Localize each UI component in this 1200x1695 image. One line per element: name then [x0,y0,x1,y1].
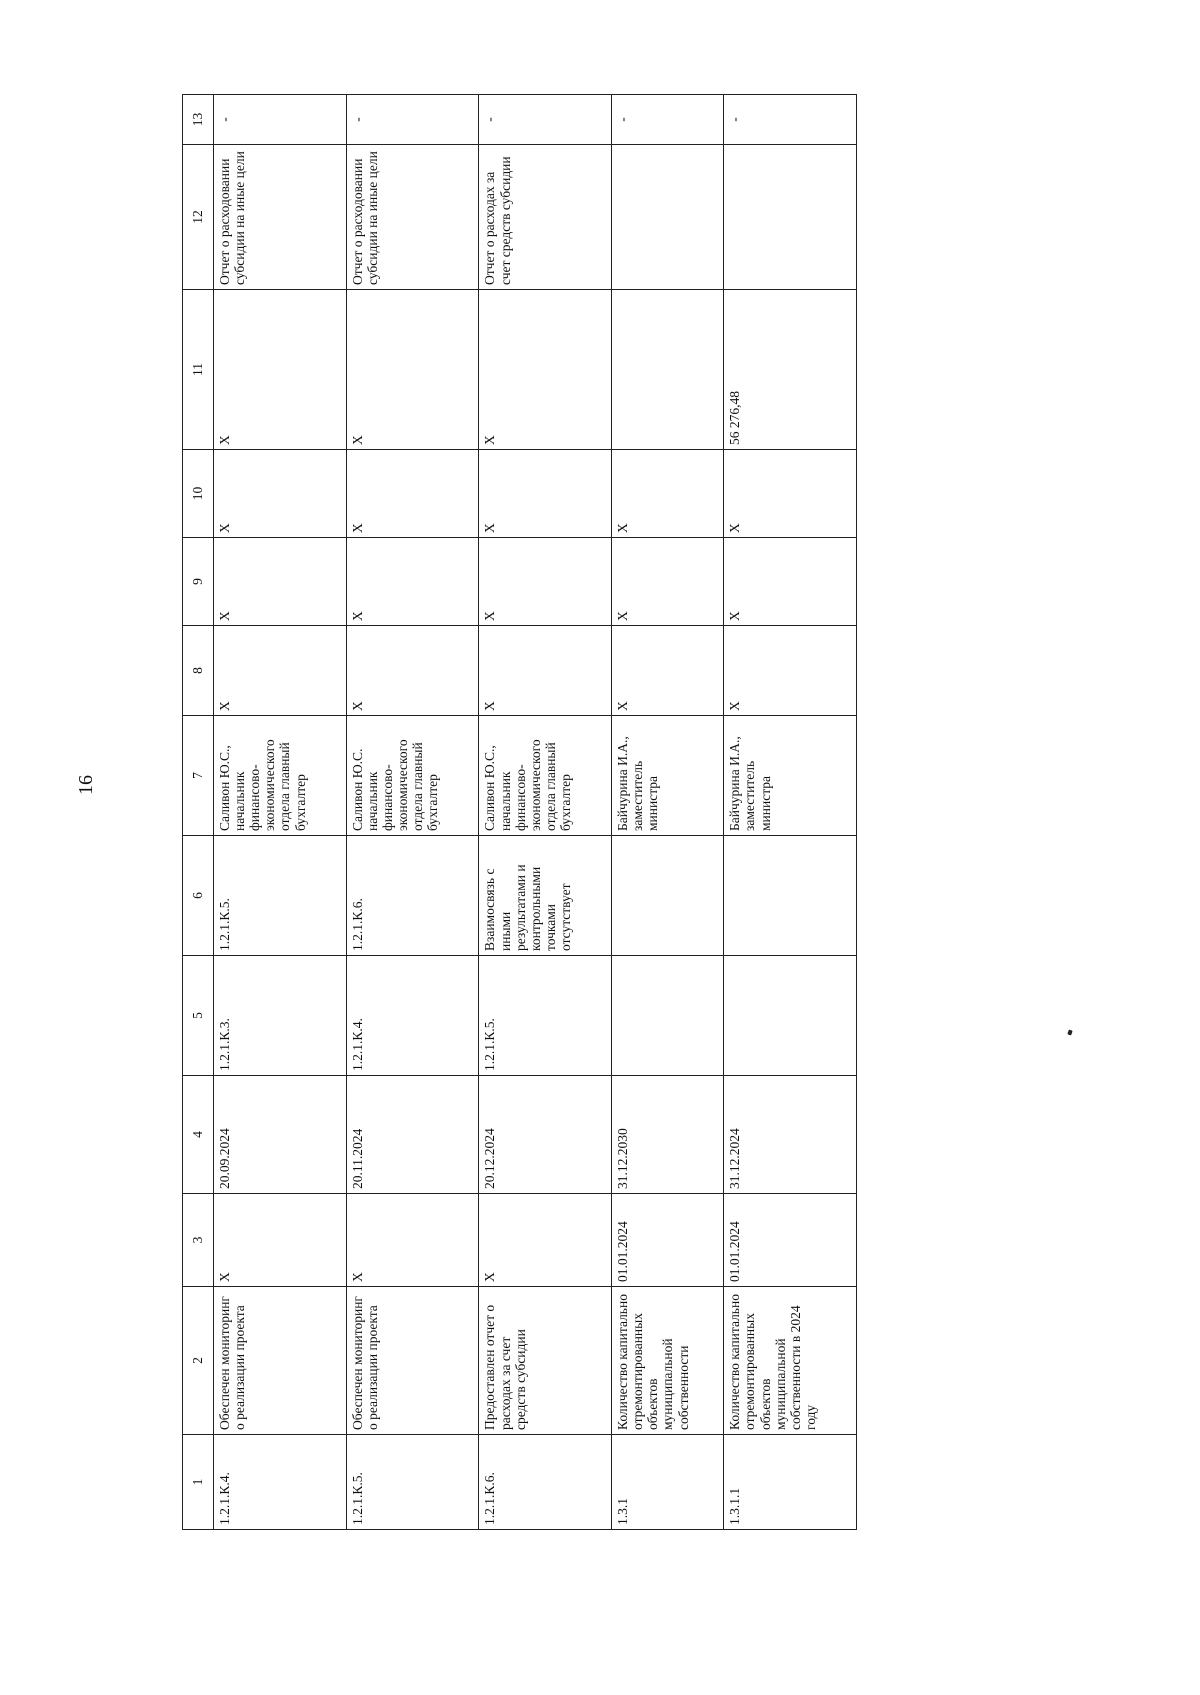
stray-mark [1067,1029,1072,1035]
cell-start: Х [479,1194,612,1287]
cell-col10: Х [479,450,612,538]
header-cell: 5 [183,956,214,1076]
cell-col11: Х [214,290,347,450]
cell-start: 01.01.2024 [724,1194,857,1287]
cell-col11: 56 276,48 [724,290,857,450]
header-cell: 7 [183,716,214,836]
cell-code: 1.2.1.К.4. [214,1435,347,1530]
cell-col10: Х [612,450,724,538]
cell-document [612,145,724,290]
cell-col11: Х [346,290,479,450]
cell-col9: Х [724,538,857,626]
cell-start: Х [346,1194,479,1287]
cell-col8: Х [346,626,479,716]
cell-col8: Х [214,626,347,716]
cell-responsible: Байчурина И.А., заместитель министра [612,716,724,836]
page-number: 16 [75,775,97,795]
table-row [479,95,612,1530]
header-cell: 13 [183,95,214,145]
cell-col13: - [612,95,724,145]
header-cell: 4 [183,1076,214,1194]
cell-predecessor [612,956,724,1076]
cell-code: 1.3.1 [612,1435,724,1530]
cell-successor [612,836,724,956]
cell-col13: - [724,95,857,145]
header-cell: 10 [183,450,214,538]
header-cell: 2 [183,1287,214,1435]
cell-successor: 1.2.1.К.6. [346,836,479,956]
cell-start: 01.01.2024 [612,1194,724,1287]
cell-responsible: Байчурина И.А., заместитель министра [724,716,857,836]
cell-responsible: Саливон Ю.С. начальник финансово-экономического отдела главный бухгалтер [346,716,479,836]
cell-end: 20.12.2024 [479,1076,612,1194]
cell-document: Отчет о расходовании субсидии на иные цели [346,145,479,290]
cell-successor [724,836,857,956]
cell-successor: 1.2.1.К.5. [214,836,347,956]
cell-col11: Х [479,290,612,450]
cell-col11 [612,290,724,450]
table-row [214,95,347,1530]
cell-col8: Х [612,626,724,716]
cell-name: Количество капитально отремонтированных объектов муниципальной собственности [612,1287,724,1435]
header-cell: 9 [183,538,214,626]
cell-col9: Х [346,538,479,626]
header-cell: 12 [183,145,214,290]
cell-predecessor: 1.2.1.К.5. [479,956,612,1076]
cell-end: 31.12.2024 [724,1076,857,1194]
table-row [612,95,724,1530]
cell-predecessor: 1.2.1.К.4. [346,956,479,1076]
cell-document: Отчет о расходовании субсидии на иные цели [214,145,347,290]
cell-name: Количество капитально отремонтированных объектов муниципальной собственности в 2024 году [724,1287,857,1435]
header-cell: 6 [183,836,214,956]
cell-name: Обеспечен мониторинг о реализации проекта [214,1287,347,1435]
cell-end: 20.11.2024 [346,1076,479,1194]
cell-col8: Х [724,626,857,716]
header-cell: 11 [183,290,214,450]
cell-col10: Х [724,450,857,538]
cell-end: 20.09.2024 [214,1076,347,1194]
cell-col10: Х [214,450,347,538]
cell-successor: Взаимосвязь с иными результатами и контрольными точками отсутствует [479,836,612,956]
header-cell: 3 [183,1194,214,1287]
cell-col13: - [346,95,479,145]
cell-code: 1.2.1.К.5. [346,1435,479,1530]
cell-document [724,145,857,290]
cell-code: 1.3.1.1 [724,1435,857,1530]
table-row [346,95,479,1530]
cell-name: Обеспечен мониторинг о реализации проекта [346,1287,479,1435]
cell-col9: Х [214,538,347,626]
cell-col9: Х [612,538,724,626]
cell-responsible: Саливон Ю.С., начальник финансово-экономического отдела главный бухгалтер [479,716,612,836]
cell-code: 1.2.1.К.6. [479,1435,612,1530]
plan-table [182,94,857,1530]
table-container [182,95,857,1530]
cell-col13: - [479,95,612,145]
cell-col9: Х [479,538,612,626]
header-cell: 1 [183,1435,214,1530]
cell-col13: - [214,95,347,145]
cell-responsible: Саливон Ю.С., начальник финансово-экономического отдела главный бухгалтер [214,716,347,836]
cell-document: Отчет о расходах за счет средств субсидии [479,145,612,290]
cell-predecessor: 1.2.1.К.3. [214,956,347,1076]
cell-predecessor [724,956,857,1076]
header-row [183,95,214,1530]
cell-name: Предоставлен отчет о расходах за счет средств субсидии [479,1287,612,1435]
header-cell: 8 [183,626,214,716]
cell-col8: Х [479,626,612,716]
cell-col10: Х [346,450,479,538]
cell-start: Х [214,1194,347,1287]
table-row [724,95,857,1530]
cell-end: 31.12.2030 [612,1076,724,1194]
